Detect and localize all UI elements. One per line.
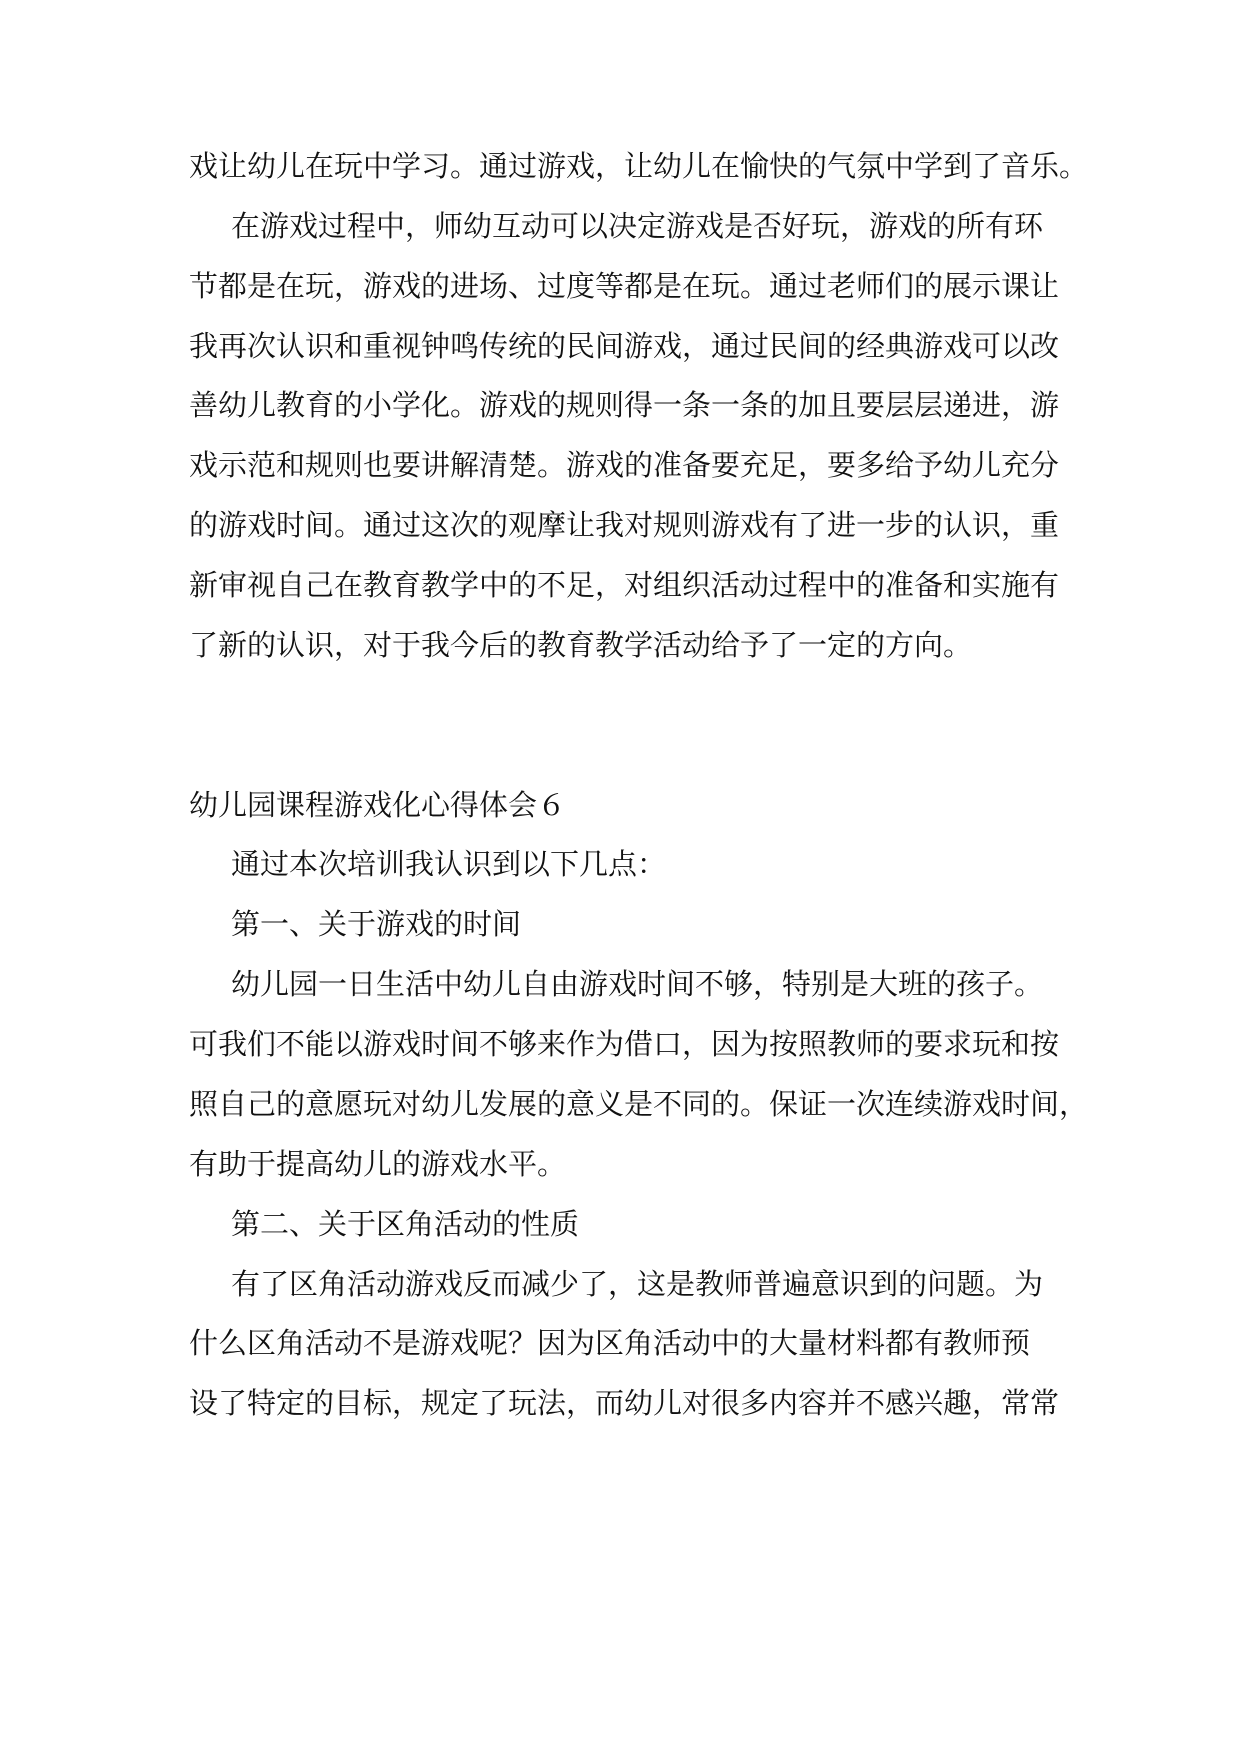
paragraph-line: 新审视自己在教育教学中的不足，对组织活动过程中的准备和实施有 (189, 568, 1060, 602)
paragraph-line: 设了特定的目标，规定了玩法，而幼儿对很多内容并不感兴趣，常常 (189, 1386, 1060, 1420)
paragraph-line: 戏示范和规则也要讲解清楚。游戏的准备要充足，要多给予幼儿充分 (189, 448, 1060, 482)
paragraph-line: 照自己的意愿玩对幼儿发展的意义是不同的。保证一次连续游戏时间， (189, 1087, 1089, 1121)
paragraph-line: 了新的认识，对于我今后的教育教学活动给予了一定的方向。 (189, 628, 973, 662)
paragraph-line: 节都是在玩，游戏的进场、过度等都是在玩。通过老师们的展示课让 (189, 269, 1060, 303)
paragraph-line: 在游戏过程中，师幼互动可以决定游戏是否好玩，游戏的所有环 (231, 209, 1044, 243)
paragraph-line: 通过本次培训我认识到以下几点： (231, 847, 667, 881)
paragraph-line: 的游戏时间。通过这次的观摩让我对规则游戏有了进一步的认识，重 (189, 508, 1060, 542)
paragraph-line: 戏让幼儿在玩中学习。通过游戏，让幼儿在愉快的气氛中学到了音乐。 (189, 149, 1089, 183)
subheading-line: 第一、关于游戏的时间 (231, 907, 522, 941)
subheading-line: 第二、关于区角活动的性质 (231, 1207, 580, 1241)
paragraph-line: 幼儿园一日生活中幼儿自由游戏时间不够，特别是大班的孩子。 (231, 967, 1044, 1001)
paragraph-line: 我再次认识和重视钟鸣传统的民间游戏，通过民间的经典游戏可以改 (189, 329, 1060, 363)
section-heading: 幼儿园课程游戏化心得体会６ (189, 788, 567, 822)
paragraph-line: 善幼儿教育的小学化。游戏的规则得一条一条的加且要层层递进，游 (189, 388, 1060, 422)
paragraph-line: 什么区角活动不是游戏呢？因为区角活动中的大量材料都有教师预 (189, 1326, 1031, 1360)
paragraph-line: 有了区角活动游戏反而减少了，这是教师普遍意识到的问题。为 (231, 1267, 1044, 1301)
paragraph-line: 可我们不能以游戏时间不够来作为借口，因为按照教师的要求玩和按 (189, 1027, 1060, 1061)
paragraph-line: 有助于提高幼儿的游戏水平。 (189, 1147, 567, 1181)
